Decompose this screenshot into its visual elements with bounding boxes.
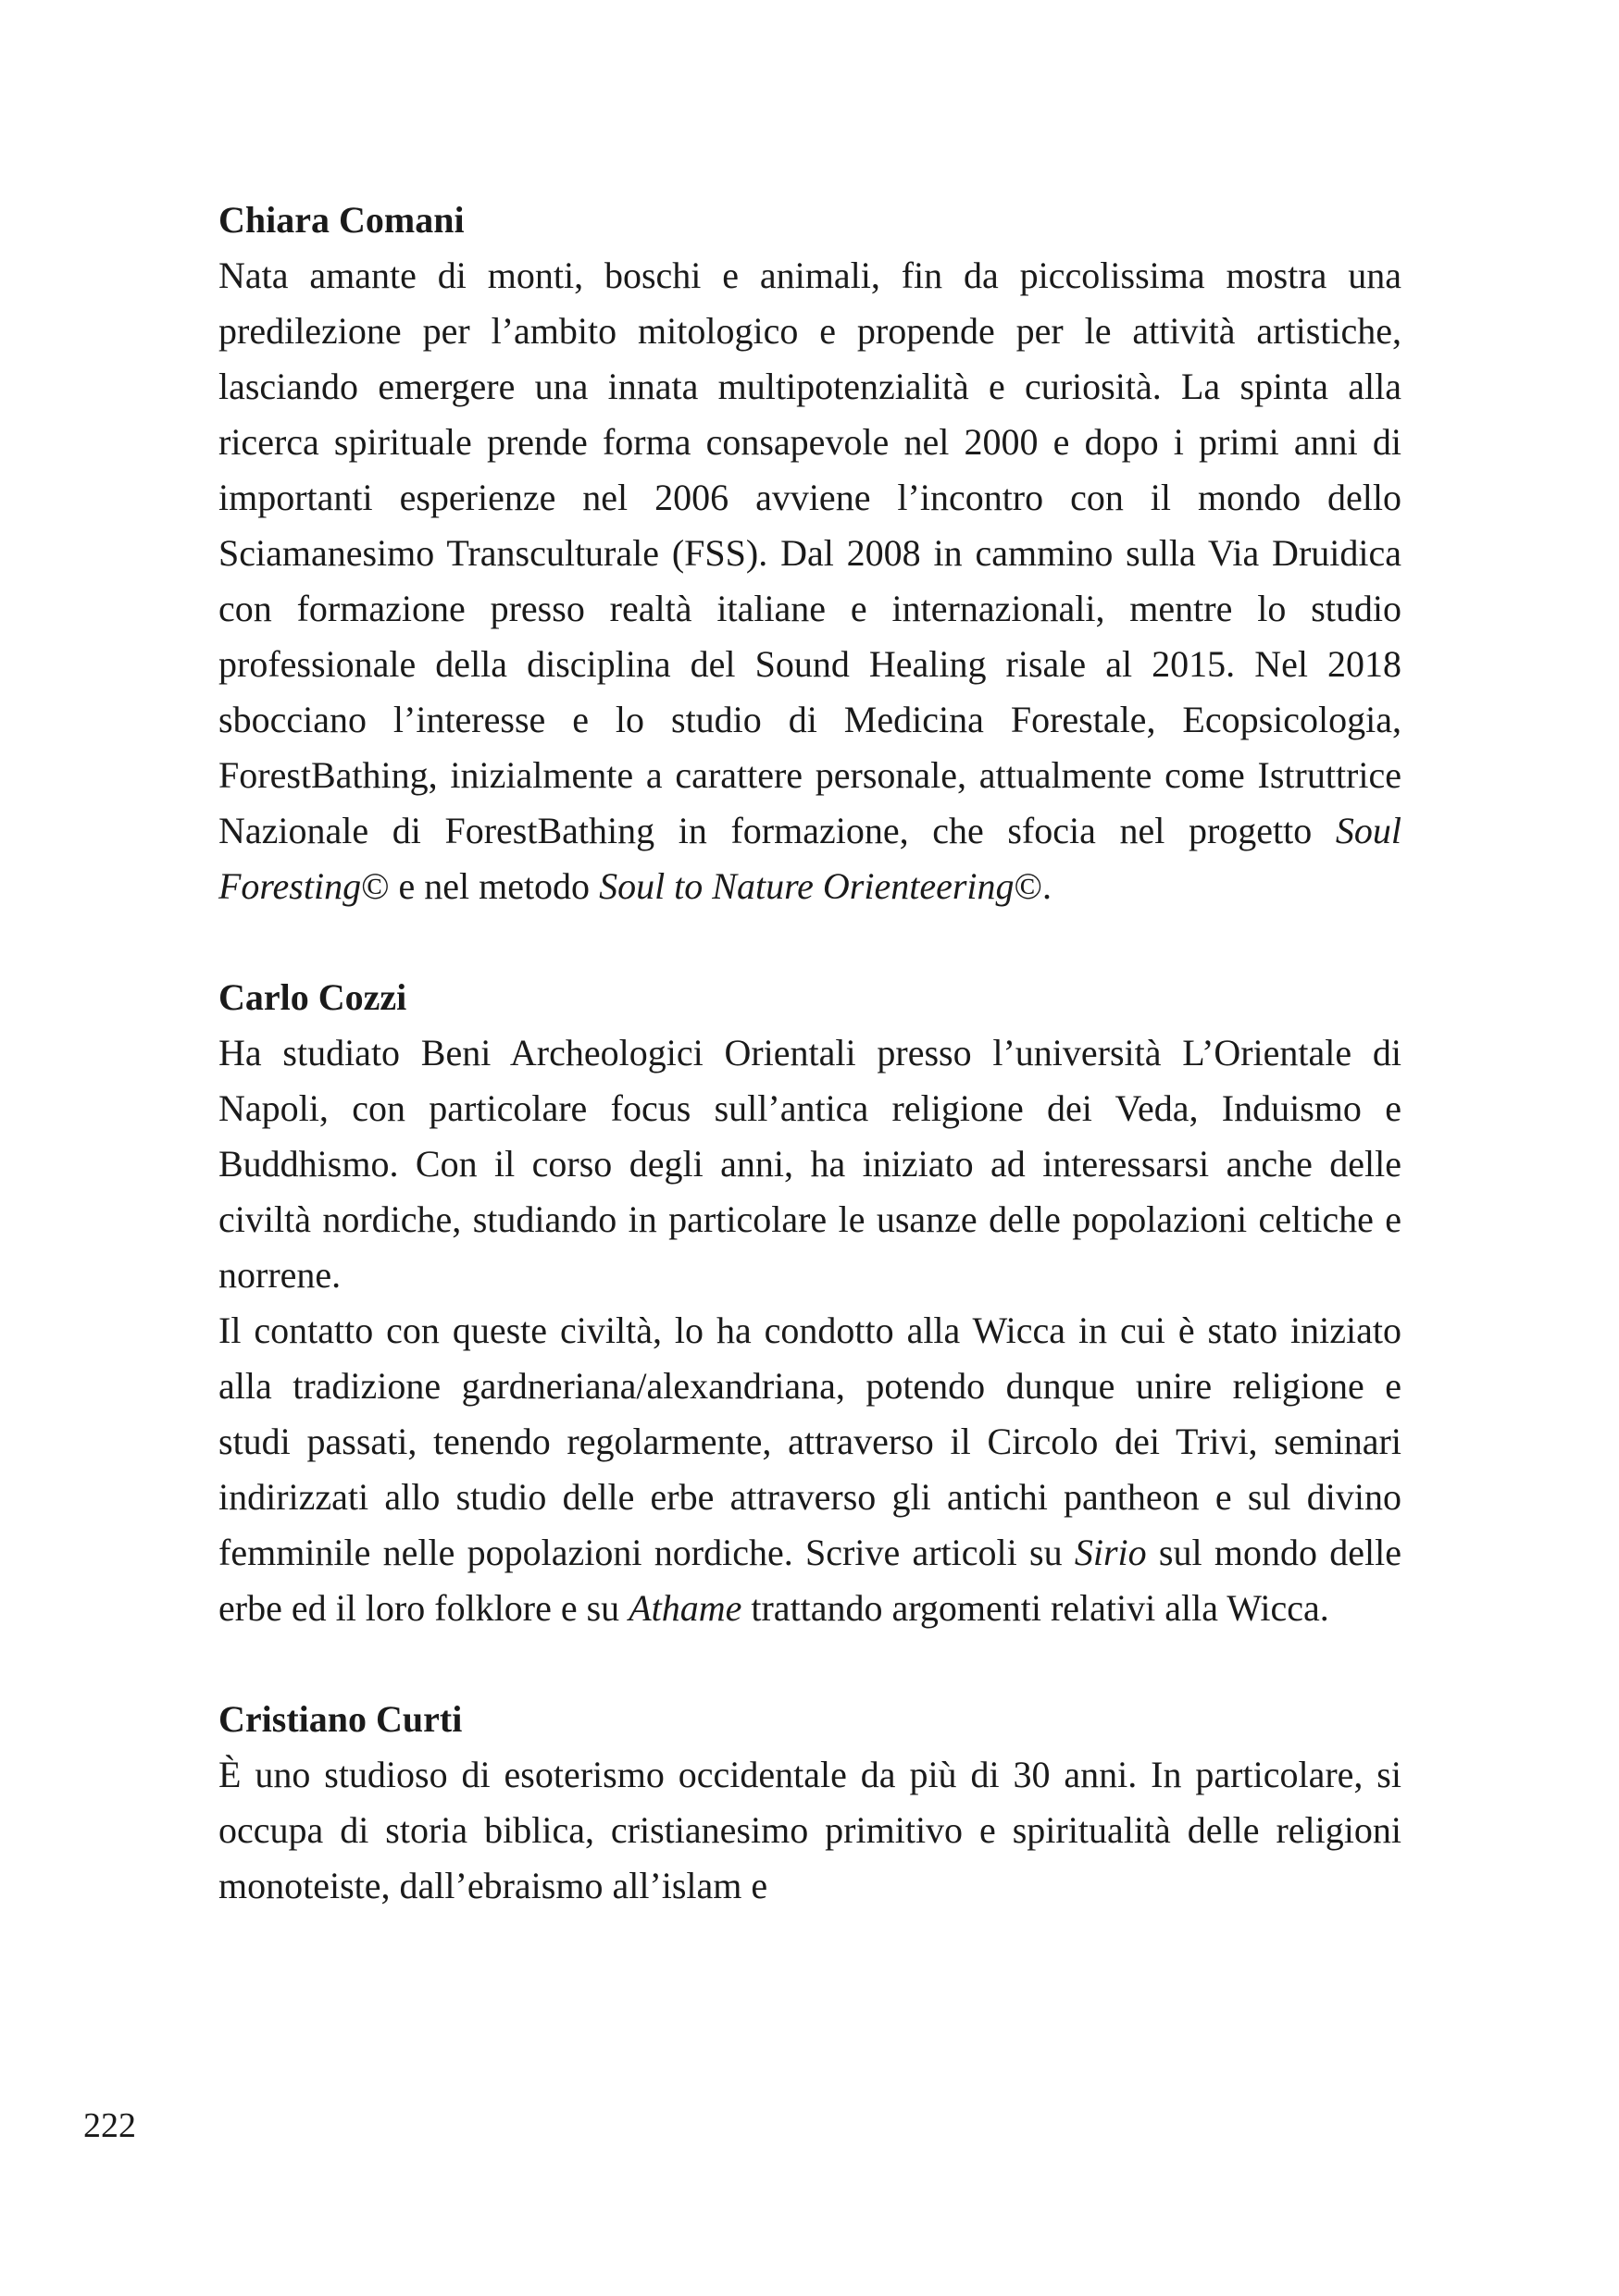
text-run: È uno studioso di esoterismo occidentale da più di 30 anni. In particolare, si occupa di storia biblica, cristianesimo primitivo e spiritualità delle religioni monoteiste, dall’ebraismo all’islam e — [218, 1754, 1401, 1906]
biography-paragraph — [218, 1747, 1401, 1914]
author-name: Cristiano Curti — [218, 1698, 463, 1740]
italic-text-run: Athame — [629, 1587, 742, 1629]
text-run: © e nel metodo — [361, 865, 600, 907]
text-run: Nata amante di monti, boschi e animali, fin da piccolissima mostra una predilezione per l’ambito mitologico e propende per le attività artistiche, lasciando emergere una innata multipotenzialità e curiosità. La spinta alla ricerca spirituale prende forma consapevole nel 2000 e dopo i primi anni di importanti esperienze nel 2006 avviene l’incontro con il mondo dello Sciamanesimo Transculturale (FSS). Dal 2008 in cammino sulla Via Druidica con formazione presso realtà italiane e internazionali, mentre lo studio professionale della disciplina del Sound Healing risale al 2015. Nel 2018 sbocciano l’interesse e lo studio di Medicina Forestale, Ecopsicologia, ForestBathing, inizialmente a carattere personale, attualmente come Istruttrice Nazionale di ForestBathing in formazione, che sfocia nel progetto — [218, 254, 1401, 851]
text-run: sul mondo delle erbe ed il loro folklore e su — [218, 1532, 1401, 1629]
biography-paragraph — [218, 1025, 1401, 1303]
italic-text-run: Soul Foresting — [218, 810, 1401, 907]
page-body — [218, 192, 1401, 1969]
italic-text-run: Sirio — [1074, 1532, 1147, 1573]
biography-paragraph — [218, 248, 1401, 914]
biography-entry-cristiano-curti — [218, 1692, 1401, 1914]
italic-text-run: Soul to Nature Orienteering — [599, 865, 1015, 907]
author-name: Carlo Cozzi — [218, 976, 407, 1018]
text-run: ©. — [1014, 865, 1052, 907]
biography-entry-carlo-cozzi — [218, 970, 1401, 1636]
author-name: Chiara Comani — [218, 199, 465, 241]
text-run: Il contatto con queste civiltà, lo ha condotto alla Wicca in cui è stato iniziato alla tradizione gardneriana/alexandriana, potendo dunque unire religione e studi passati, tenendo regolarmente, attraverso il Circolo dei Trivi, seminari indirizzati allo studio delle erbe attraverso gli antichi pantheon e sul divino femminile nelle popolazioni nordiche. Scrive articoli su — [218, 1309, 1401, 1573]
biography-paragraph — [218, 1303, 1401, 1636]
biography-entry-chiara-comani — [218, 192, 1401, 914]
page-number: 222 — [83, 2106, 136, 2145]
text-run: trattando argomenti relativi alla Wicca. — [741, 1587, 1329, 1629]
text-run: Ha studiato Beni Archeologici Orientali presso l’università L’Orientale di Napoli, con particolare focus sull’antica religione dei Veda, Induismo e Buddhismo. Con il corso degli anni, ha iniziato ad interessarsi anche delle civiltà nordiche, studiando in particolare le usanze delle popolazioni celtiche e norrene. — [218, 1032, 1401, 1296]
